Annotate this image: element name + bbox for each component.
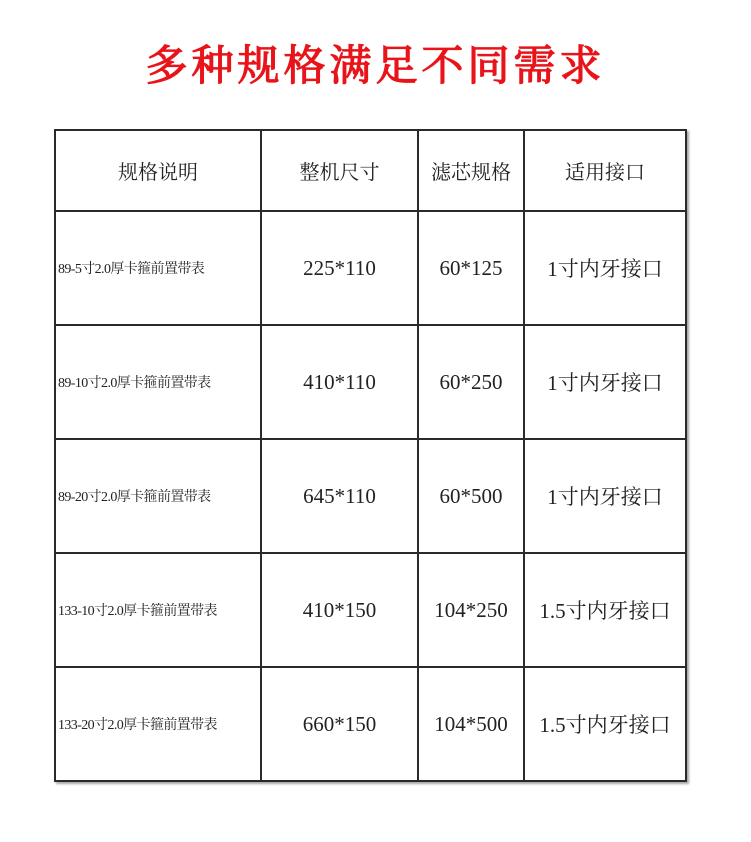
spec-table (54, 129, 687, 782)
table-row (55, 667, 686, 781)
table-row (55, 439, 686, 553)
cell-size: 410*150 (261, 553, 418, 667)
cell-spec: 89-5寸2.0厚卡箍前置带表 (55, 211, 261, 325)
header-compatible-port: 适用接口 (524, 130, 686, 211)
cell-spec: 133-20寸2.0厚卡箍前置带表 (55, 667, 261, 781)
cell-port: 1寸内牙接口 (524, 439, 686, 553)
cell-spec: 133-10寸2.0厚卡箍前置带表 (55, 553, 261, 667)
table-row (55, 325, 686, 439)
cell-port: 1寸内牙接口 (524, 325, 686, 439)
table-row (55, 553, 686, 667)
cell-size: 225*110 (261, 211, 418, 325)
cell-size: 410*110 (261, 325, 418, 439)
cell-size: 660*150 (261, 667, 418, 781)
cell-size: 645*110 (261, 439, 418, 553)
cell-port: 1.5寸内牙接口 (524, 667, 686, 781)
cell-filter: 60*250 (418, 325, 524, 439)
cell-filter: 104*500 (418, 667, 524, 781)
table-header-row (55, 130, 686, 211)
table-row (55, 211, 686, 325)
header-filter-spec: 滤芯规格 (418, 130, 524, 211)
cell-filter: 60*500 (418, 439, 524, 553)
header-machine-size: 整机尺寸 (261, 130, 418, 211)
cell-port: 1.5寸内牙接口 (524, 553, 686, 667)
cell-filter: 60*125 (418, 211, 524, 325)
page-title: 多种规格满足不同需求 (145, 41, 606, 90)
cell-spec: 89-20寸2.0厚卡箍前置带表 (55, 439, 261, 553)
header-spec-description: 规格说明 (55, 130, 261, 211)
cell-spec: 89-10寸2.0厚卡箍前置带表 (55, 325, 261, 439)
cell-filter: 104*250 (418, 553, 524, 667)
cell-port: 1寸内牙接口 (524, 211, 686, 325)
